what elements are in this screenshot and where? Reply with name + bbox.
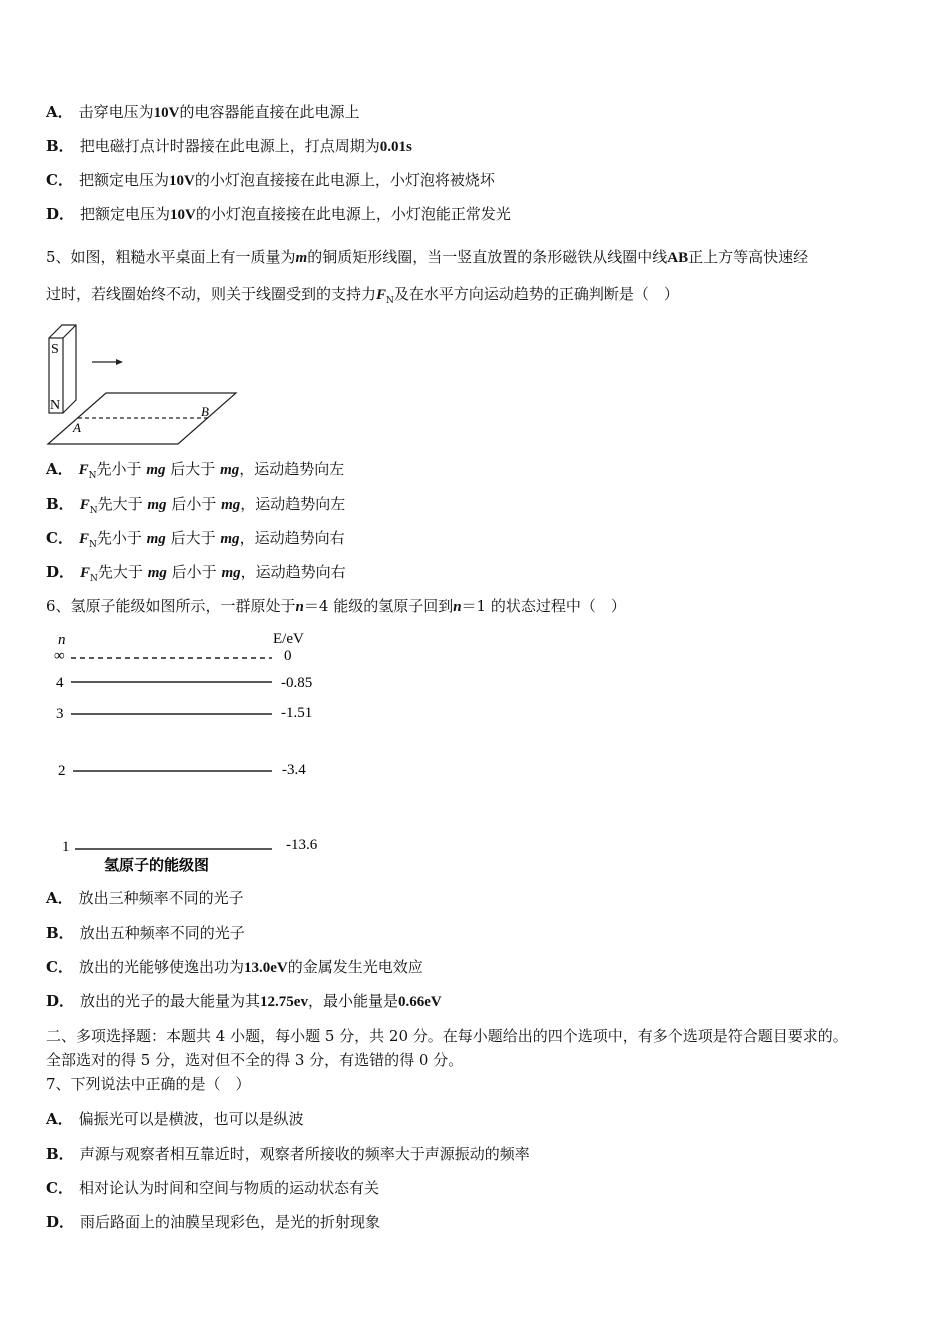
q6-option-d: D． 放出的光子的最大能量为其12.75ev，最小能量是0.66eV <box>46 992 442 1010</box>
magnet-coil-figure <box>40 320 260 450</box>
svg-text:S: S <box>51 342 59 357</box>
svg-text:-13.6: -13.6 <box>286 837 318 853</box>
q4-option-d: D． 把额定电压为10V的小灯泡直接接在此电源上，小灯泡能正常发光 <box>46 205 511 223</box>
q4-option-c: C． 把额定电压为10V的小灯泡直接接在此电源上，小灯泡将被烧坏 <box>46 171 495 189</box>
q5-stem-line1: 5、如图，粗糙水平桌面上有一质量为m的铜质矩形线圈，当一竖直放置的条形磁铁从线圈中线AB正上方等高快速经 <box>46 248 809 266</box>
svg-text:A: A <box>73 420 81 435</box>
svg-text:∞: ∞ <box>54 648 65 664</box>
q6-option-a: A． 放出三种频率不同的光子 <box>46 889 244 907</box>
svg-text:N: N <box>50 398 61 413</box>
q6-option-b: B． 放出五种频率不同的光子 <box>46 924 245 942</box>
svg-text:n: n <box>58 632 66 648</box>
svg-text:-3.4: -3.4 <box>282 762 306 778</box>
svg-text:4: 4 <box>56 675 64 691</box>
svg-text:-0.85: -0.85 <box>281 675 313 691</box>
q7-option-a: A． 偏振光可以是横波，也可以是纵波 <box>46 1110 304 1128</box>
q7-option-c: C． 相对论认为时间和空间与物质的运动状态有关 <box>46 1179 379 1197</box>
q5-option-c: C． $F_N$先小于 mg 后大于 mg，运动趋势向右 <box>46 529 345 550</box>
q4-option-a: A． 击穿电压为10V的电容器能直接在此电源上 <box>46 103 360 121</box>
q6-option-c: C． 放出的光能够使逸出功为13.0eV的金属发生光电效应 <box>46 958 423 976</box>
q5-option-d: D． $F_N$先大于 mg 后小于 mg，运动趋势向右 <box>46 563 346 584</box>
q4-option-b: B． 把电磁打点计时器接在此电源上，打点周期为0.01s <box>46 137 412 155</box>
svg-text:3: 3 <box>56 706 64 722</box>
svg-text:E/eV: E/eV <box>273 631 304 647</box>
svg-text:2: 2 <box>58 763 66 779</box>
q7-option-d: D． 雨后路面上的油膜呈现彩色，是光的折射现象 <box>46 1213 381 1231</box>
svg-text:B: B <box>201 404 209 419</box>
q7-stem: 7、下列说法中正确的是（ ） <box>46 1075 251 1093</box>
energy-level-diagram <box>40 620 340 880</box>
q7-option-b: B． 声源与观察者相互靠近时，观察者所接收的频率大于声源振动的频率 <box>46 1145 530 1163</box>
arrow-right-icon <box>116 359 123 365</box>
q5-option-b: B． $F_N$先大于 mg 后小于 mg，运动趋势向左 <box>46 495 346 516</box>
q5-stem-line2: 过时，若线圈始终不动，则关于线圈受到的支持力$F_N$及在水平方向运动趋势的正确判断是（ ） <box>46 285 679 306</box>
svg-text:1: 1 <box>62 839 70 855</box>
svg-text:-1.51: -1.51 <box>281 705 313 721</box>
q5-option-a: A． $F_N$先小于 mg 后大于 mg，运动趋势向左 <box>46 460 345 481</box>
section2-heading-line1: 二、多项选择题：本题共 4 小题，每小题 5 分，共 20 分。在每小题给出的四个选项中，有多个选项是符合题目要求的。 <box>46 1027 848 1045</box>
section2-heading-line2: 全部选对的得 5 分，选对但不全的得 3 分，有选错的得 0 分。 <box>46 1051 464 1069</box>
q6-stem: 6、氢原子能级如图所示，一群原处于n＝4 能级的氢原子回到n＝1 的状态过程中（ ） <box>46 597 626 615</box>
svg-text:氢原子的能级图: 氢原子的能级图 <box>104 858 210 874</box>
svg-text:0: 0 <box>284 648 292 664</box>
